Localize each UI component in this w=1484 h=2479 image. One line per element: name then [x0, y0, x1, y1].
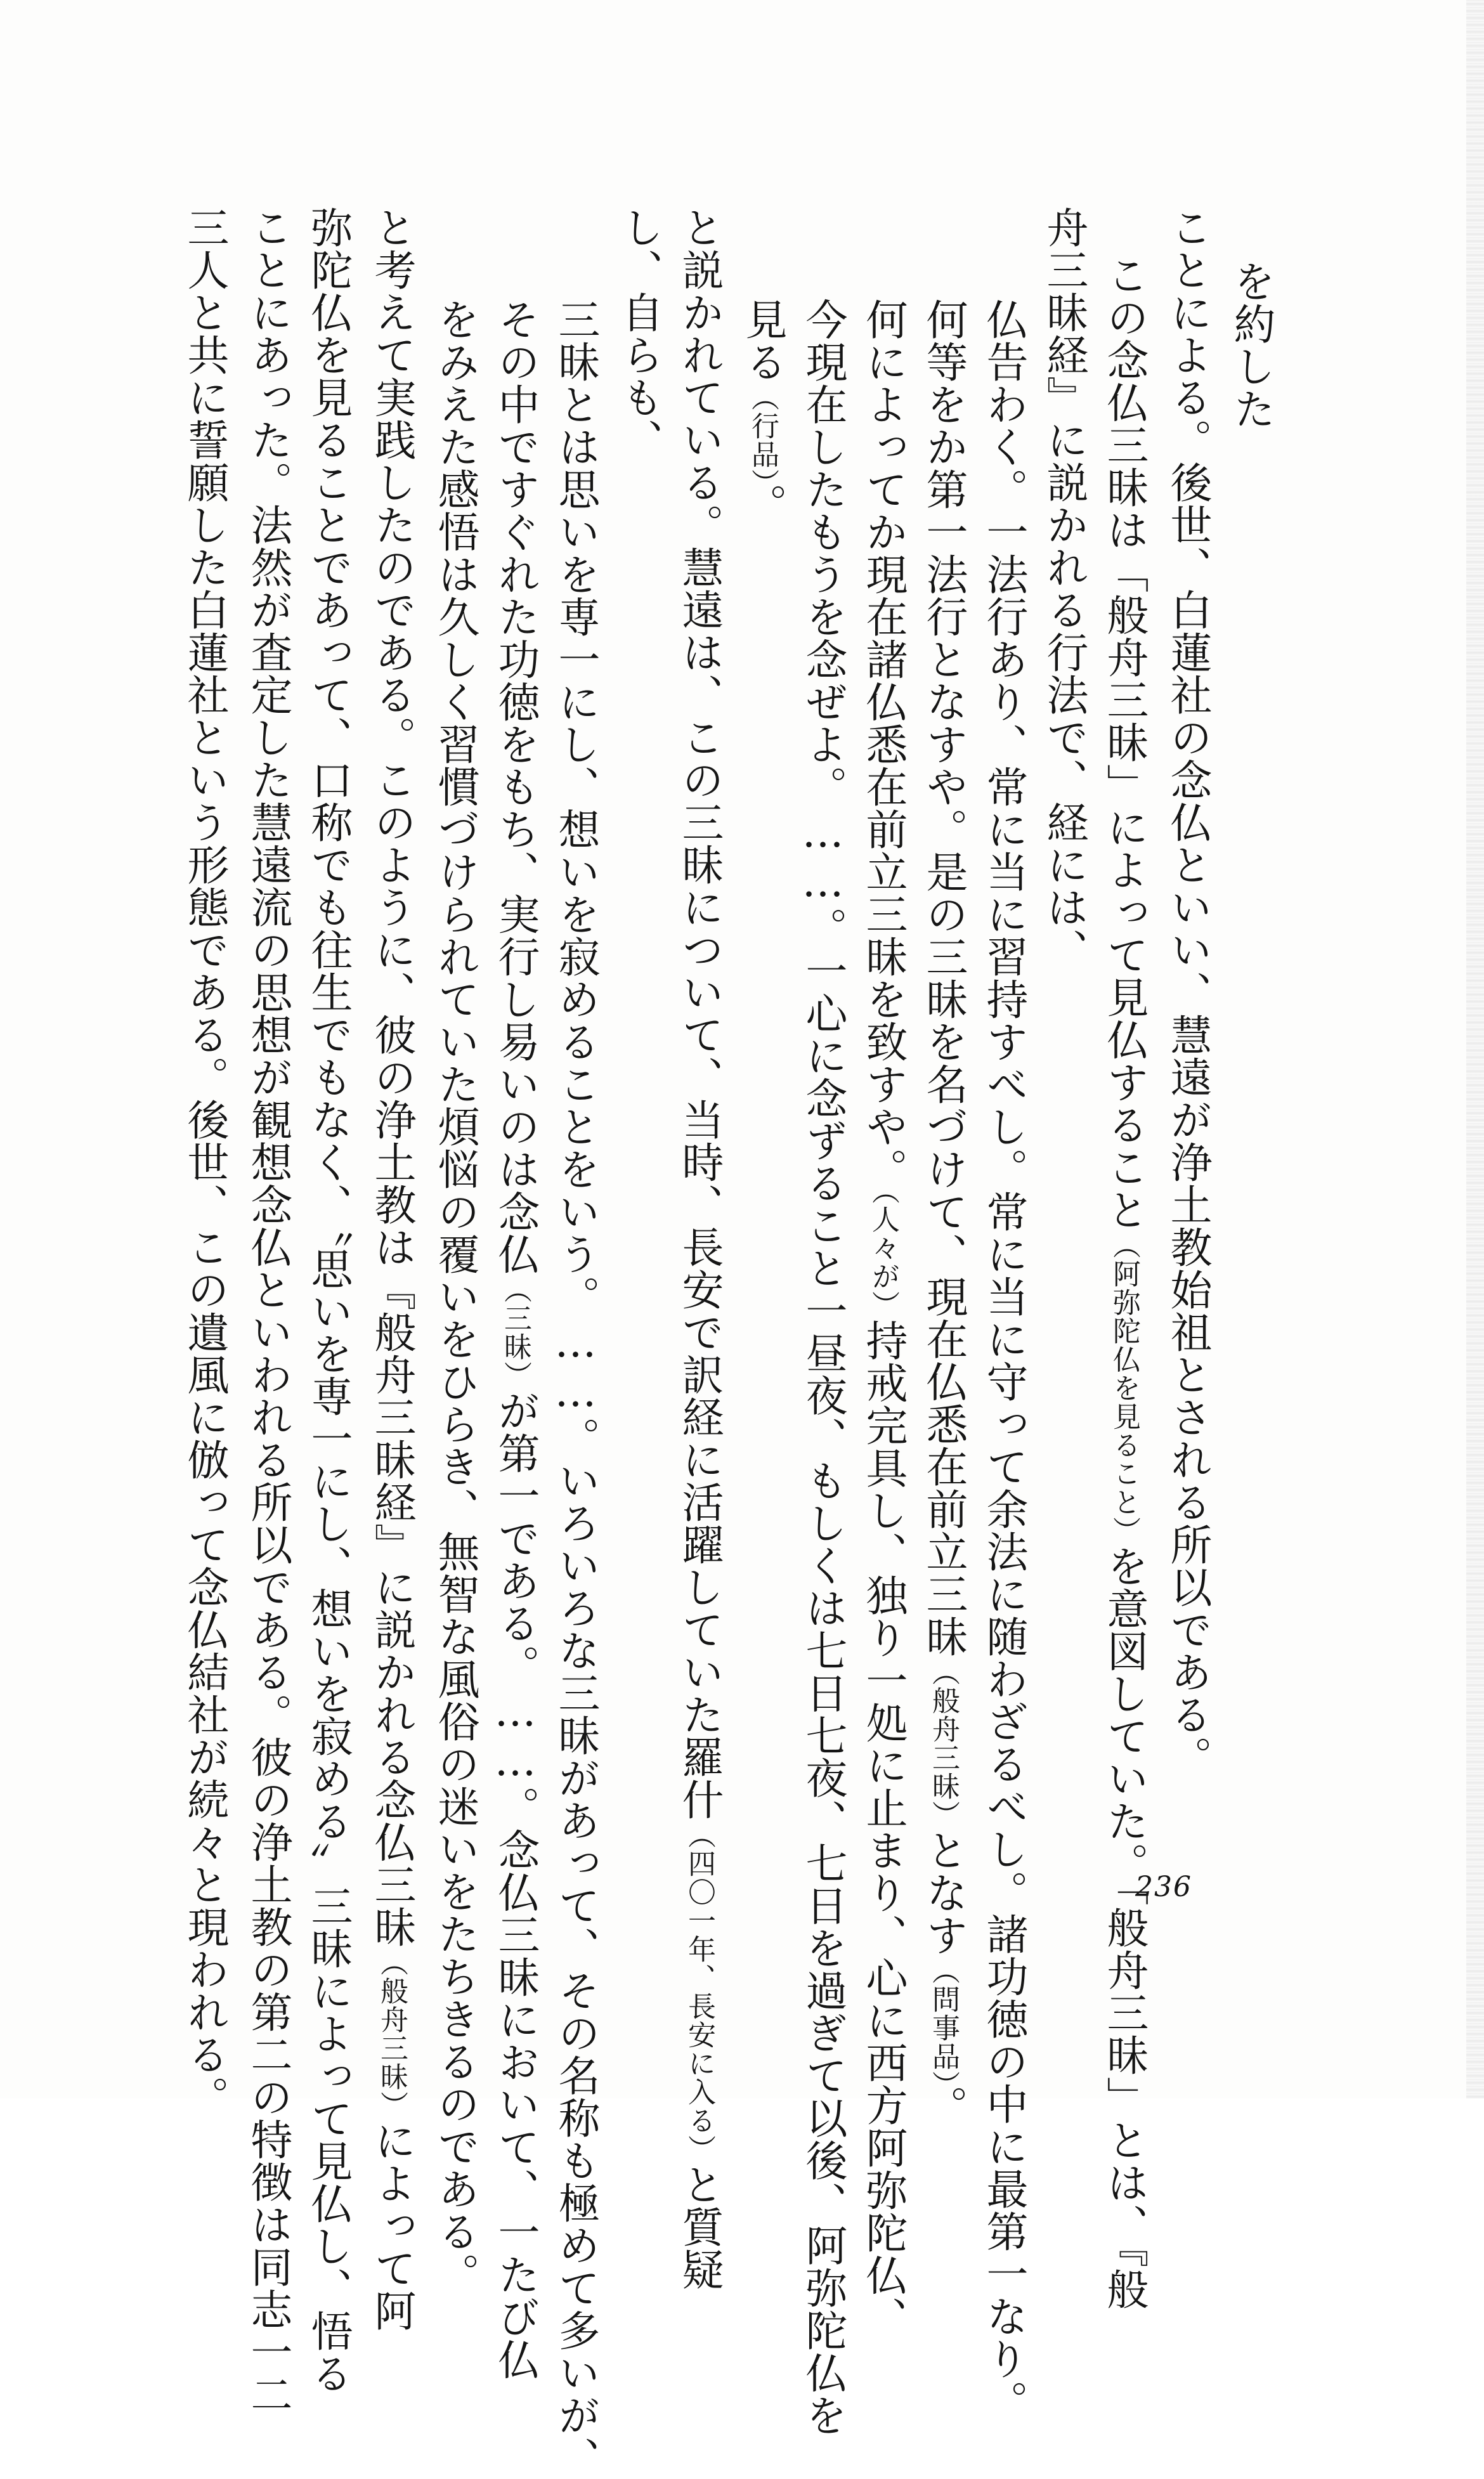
- text-column-12: 三昧とは思いを専一にし、想いを寂めることをいう。……。いろいろな三昧があって、その名称も極めて多いが、: [551, 298, 600, 2479]
- text-column-13: その中ですぐれた功徳をもち、実行し易いのは念仏（三昧）が第一である。……。念仏三昧において、一たび仏: [491, 298, 540, 2381]
- text-column-6: 何等をか第一法行となすや。是の三昧を名づけて、現在仏悉在前立三昧（般舟三昧）となす（問事品）。: [919, 298, 968, 2128]
- text-column-14: をみえた感悟は久しく習慣づけられていた煩悩の覆いをひらき、無智な風俗の迷いをたちきるのである。: [431, 298, 479, 2295]
- text-column-5: 仏告わく。一法行あり、常に当に習持すべし。常に当に守って余法に随わざるべし。諸功徳の中に最第一なり。: [979, 298, 1028, 2423]
- text-column-10: と説かれている。慧遠は、この三昧について、当時、長安で訳経に活躍していた羅什（四〇一年、長安に入る）と質疑: [675, 206, 724, 2291]
- text-column-15: と考えて実践したのである。このように、彼の浄土教は『般舟三昧経』に説かれる念仏三昧（般舟三昧）によって阿: [367, 206, 416, 2332]
- text-column-9: 見る（行品）。: [738, 298, 787, 526]
- text-column-18: 三人と共に誓願した白蓮社という形態である。後世、この遺風に倣って念仏結社が続々と現われる。: [180, 206, 229, 2118]
- text-column-16: 弥陀仏を見ることであって、口称でも往生でもなく、〝思いを専一にし、想いを寂める〟三昧によって見仏し、悟る: [304, 206, 353, 2395]
- text-column-2: ことによる。後世、白蓮社の念仏といい、慧遠が浄土教始祖とされる所以である。: [1163, 206, 1212, 1778]
- page-number: 236: [1135, 1871, 1192, 1903]
- scan-edge: [1466, 0, 1484, 2098]
- text-column-17: ことにあった。法然が査定した慧遠流の思想が観想念仏といわれる所以である。彼の浄土教の第二の特徴は同志一二: [244, 206, 292, 2416]
- text-column-3: この念仏三昧は「般舟三昧」によって見仏すること（阿弥陀仏を見ること）を意図していた。「般舟三昧」とは、『般: [1100, 254, 1149, 2310]
- text-column-7: 何によってか現在諸仏悉在前立三昧を致すや。（人々が）持戒完具し、独り一処に止まり、心に西方阿弥陀仏、: [859, 298, 908, 2339]
- text-column-11: し、自らも、: [615, 206, 663, 461]
- text-column-1: を約した: [1227, 260, 1275, 430]
- text-column-8: 今現在したもうを念ぜよ。……。一心に念ずること一昼夜、もしくは七日七夜、七日を過ぎて以後、阿弥陀仏を: [798, 298, 847, 2437]
- text-column-4: 舟三昧経』に説かれる行法で、経には、: [1039, 206, 1088, 971]
